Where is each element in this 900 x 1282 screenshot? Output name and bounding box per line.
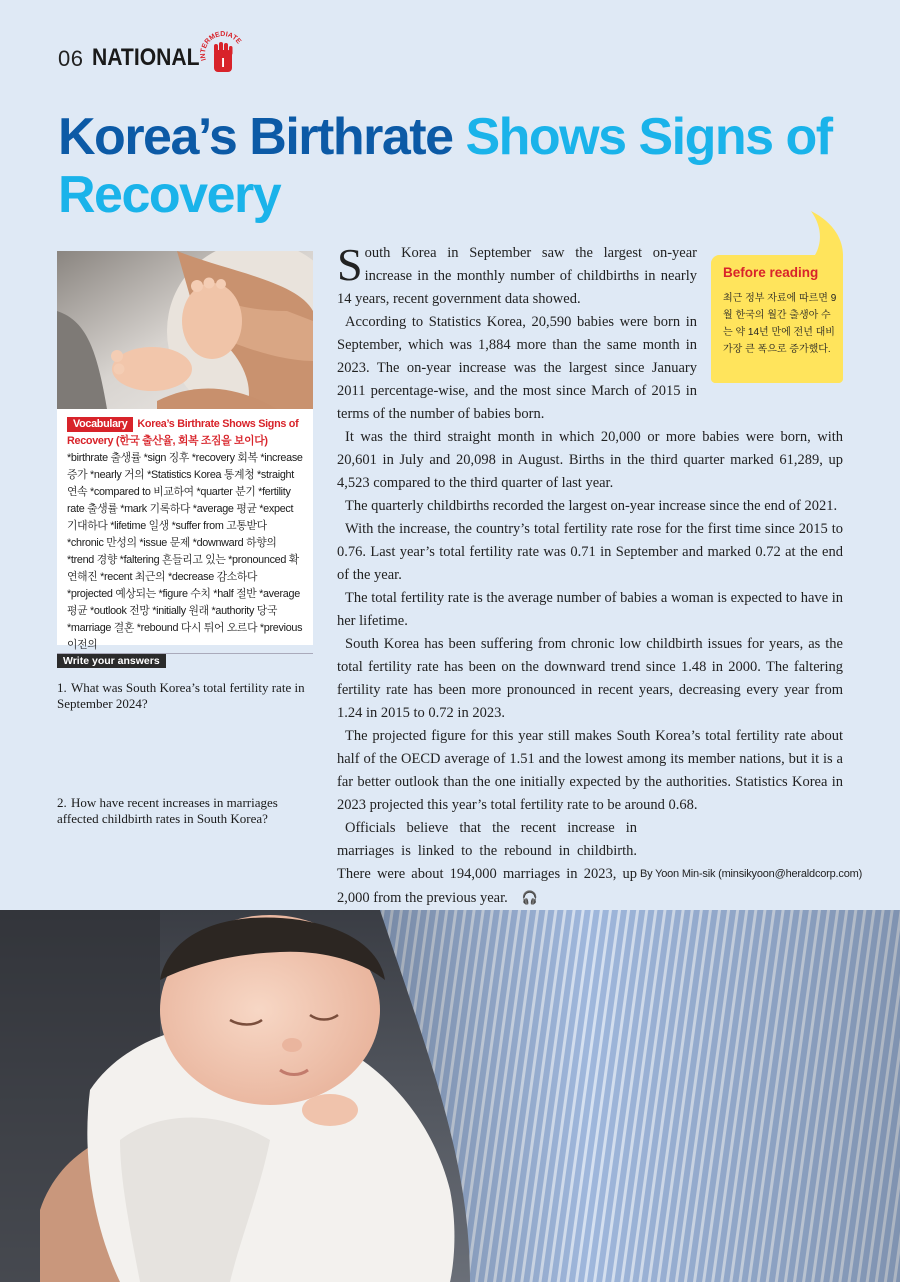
article-paragraph: With the increase, the country’s total fertility rate rose for the first time since 2015 to 0.76. Last year’s total fertility rate was 0.71 in September and marked 0.72 at the end of the year.: [337, 521, 843, 583]
vocabulary-items: *birthrate 출생률 *sign 징후 *recovery 회복 *increase 증가 *nearly 거의 *Statistics Korea 통계청 *straight 연속 *compared to 비교하여 *quarter 분기 *fertility rate 출생률 *mark 기록하다 *average 평균 *expect 기대하다 *lifetime 일생 *suffer from 고통받다 *chronic 만성의 *issue 문제 *downward 하향의 *trend 경향 *faltering 흔들리고 있는 *pronounced 확연해진 *recent 최근의 *decrease 감소하다 *projected 예상되는 *figure 수치 *half 절반 *average 평균 *outlook 전망 *initially 원래 *authority 당국 *marriage 결혼 *rebound 다시 튀어 오르다 *previous 이전의: [67, 452, 303, 651]
headline: [58, 108, 858, 224]
before-reading-title: Before reading: [723, 265, 819, 280]
article-body: [337, 239, 843, 910]
article-paragraph: Officials believe that the recent increase in marriages is linked to the rebound in childbirth. There were about 194,000 marriages in 2023, up 2,000 from the previous year. 🎧: [337, 817, 637, 910]
question-2: 2. How have recent increases in marriages affected childbirth rates in South Korea?: [57, 795, 278, 826]
article-paragraph: South Korea has been suffering from chronic low childbirth issues for years, as the total fertility rate has been on the downward trend since 1.48 in 2000. The faltering fertility rate has been more pronounced in recent years, decreasing every year from 1.24 in 2015 to 0.72 in 2023.: [337, 636, 843, 721]
article-paragraph: The projected figure for this year still makes South Korea’s total fertility rate about half of the OECD average of 1.51 and the lowest among its member nations, but it is a far better outlook than the one initially expected by the authorities. Statistics Korea in 2023 projected this year’s total fertility rate to be around 0.68.: [337, 728, 843, 813]
section-title: NATIONAL: [92, 44, 200, 71]
article-paragraph: The total fertility rate is the average number of babies a woman is expected to have in her lifetime.: [337, 590, 843, 629]
baby-feet-photo: [57, 251, 313, 409]
before-reading-text: 최근 정부 자료에 따르면 9월 한국의 월간 출생아 수는 약 14년 만에 전년 대비 가장 큰 폭으로 증가했다.: [723, 293, 837, 355]
vocabulary-tag: Vocabulary: [67, 417, 133, 432]
vocabulary-title: Korea’s Birthrate Shows Signs of Recovery (한국 출산율, 회복 조짐을 보이다): [67, 418, 299, 447]
question-1: 1. What was South Korea’s total fertility rate in September 2024?: [57, 680, 305, 711]
level-number: I: [221, 55, 225, 70]
page-number: 06: [58, 46, 84, 71]
article-paragraph: It was the third straight month in which 20,000 or more babies were born, with 20,601 in July and 20,098 in August. Births in the third quarter marked 61,289, up 4,523 compared to the third quarter of last year.: [337, 429, 843, 491]
answers-section: [57, 653, 313, 667]
level-label: INTERMEDIATE: [200, 30, 243, 62]
article-paragraph: According to Statistics Korea, 20,590 babies were born in September, which was 1,884 more than the same month in 2023. The on-year increase was the largest since January 2011 percentage-wise, and the most since March of 2015 in terms of the number of babies born.: [337, 314, 697, 422]
article-paragraph: The quarterly childbirths recorded the largest on-year increase since the end of 2021.: [345, 498, 838, 514]
newborn-photo: [0, 910, 900, 1282]
answers-tag: Write your answers: [57, 654, 166, 668]
vocabulary-box: [57, 409, 313, 651]
byline: By Yoon Min-sik (minsikyoon@heraldcorp.com): [640, 868, 863, 880]
headline-part2: Shows Signs of Recovery: [58, 108, 832, 224]
hand-level-icon: [200, 30, 246, 76]
headphones-icon[interactable]: 🎧: [521, 890, 538, 905]
dropcap: S: [337, 239, 363, 290]
headline-part1: Korea’s Birthrate: [58, 108, 453, 166]
article-paragraph: South Korea in September saw the largest on-year increase in the monthly number of childbirths in nearly 14 years, recent government data showed.: [337, 239, 697, 307]
